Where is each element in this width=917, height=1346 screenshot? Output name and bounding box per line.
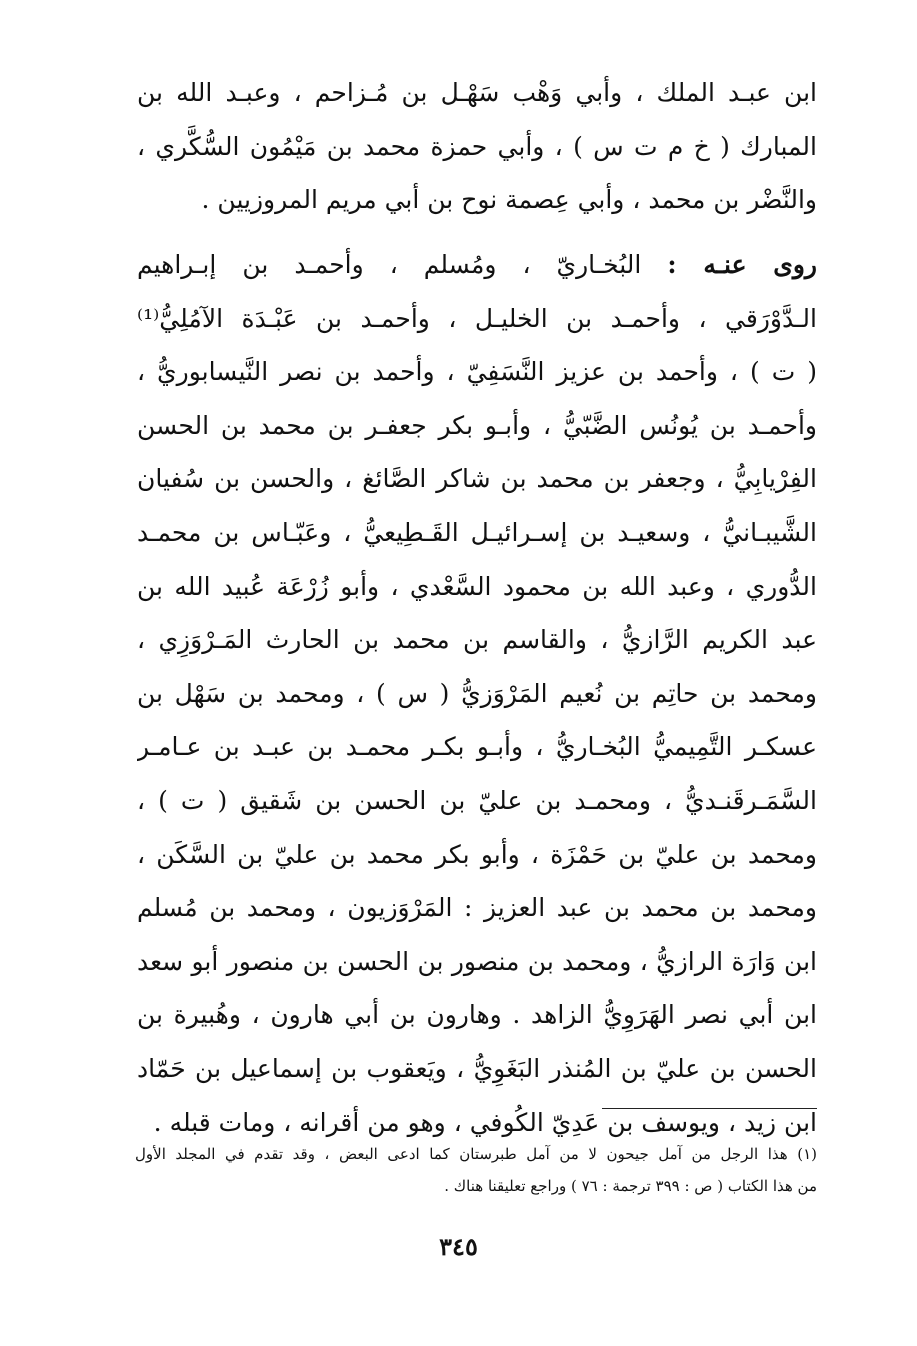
text-line: ومحمد بن عليّ بن حَمْزَة ، وأبو بكر محمد بن عليّ بن السَّكَن ، [137,839,817,869]
text-line: ابن عبـد الملك ، وأبي وَهْب سَهْـل بن مُـزاحم ، وعبـد الله بن [137,78,817,107]
text-line: الدُّوري ، وعبد الله بن محمود السَّعْدي ، وأبو زُرْعَة عُبيد الله بن [137,571,817,601]
footnote-line: (١) هذا الرجل من آمل جيحون لا من آمل طبرستان كما ادعى البعض ، وقد تقدم في المجلد الأول [135,1145,817,1163]
text-line: وأحمـد بن يُونُس الضَّبّيُّ ، وأبـو بكر جعفـر بن محمد بن الحسن [137,410,817,440]
text-line-first [137,238,817,292]
text-line: عبد الكريم الرَّازيُّ ، والقاسم بن محمد بن الحارث المَـرْوَزِي ، [137,625,817,655]
text-line: عسكـر التَّمِيميُّ البُخـاريُّ ، وأبـو بكـر محمـد بن عبـد بن عـامـر [137,732,817,762]
paragraph-students [137,238,817,1149]
text-line: ( ت ) ، وأحمد بن عزيز النَّسَفِيّ ، وأحمد بن نصر النَّيسابوريُّ ، [137,357,817,387]
text-line: ابن زيد ، ويوسف بن عَدِيّ الكُوفي ، وهو من أقرانه ، ومات قبله . [153,1107,817,1137]
text-line: الشَّيبـانيُّ ، وسعيـد بن إسـرائيـل القَـطِيعيُّ ، وعَبّـاس بن محمـد [137,517,817,547]
text-line-rest: البُخـاريّ ، ومُسلم ، وأحمـد بن إبـراهيم [137,250,642,279]
section-lead: روى عنـه : [667,250,817,279]
text-line: المبارك ( خ م ت س ) ، وأبي حمزة محمد بن مَيْمُون السُّكَّري ، [137,131,817,161]
text-line: ومحمد بن محمد بن عبد العزيز : المَرْوَزيون ، ومحمد بن مُسلم [137,893,817,923]
text-line: الحسن بن عليّ بن المُنذر البَغَوِيُّ ، ويَعقوب بن إسماعيل بن حَمّاد [137,1053,817,1083]
page-number: ٣٤٥ [439,1232,478,1261]
footnote-separator [602,1108,817,1109]
paragraph-teachers [137,66,817,227]
text-line: ومحمد بن حاتِم بن نُعيم المَرْوَزيُّ ( س ) ، ومحمد بن سَهْل بن [137,678,817,708]
text-line: الفِرْيابِيُّ ، وجعفر بن محمد بن شاكر الصَّائغ ، والحسن بن سُفيان [137,464,817,494]
text-line: ابن وَارَة الرازيُّ ، ومحمد بن منصور بن الحسن بن منصور أبو سعد [137,946,817,976]
text-line: الـدَّوْرَقي ، وأحمـد بن الخليـل ، وأحمـد بن عَبْـدَة الآمُلِيُّ⁽¹⁾ [137,303,817,333]
footnote [135,1138,817,1202]
text-line: ابن أبي نصر الهَرَوِيُّ الزاهد . وهارون بن أبي هارون ، وهُبيرة بن [137,1000,817,1030]
text-line: والنَّضْر بن محمد ، وأبي عِصمة نوح بن أبي مريم المروزيين . [201,185,817,215]
footnote-line: من هذا الكتاب ( ص : ٣٩٩ ترجمة : ٧٦ ) وراجع تعليقنا هناك . [444,1177,817,1195]
text-line: السَّمَـرقَنـديُّ ، ومحمـد بن عليّ بن الحسن بن شَقيق ( ت ) ، [137,785,817,815]
